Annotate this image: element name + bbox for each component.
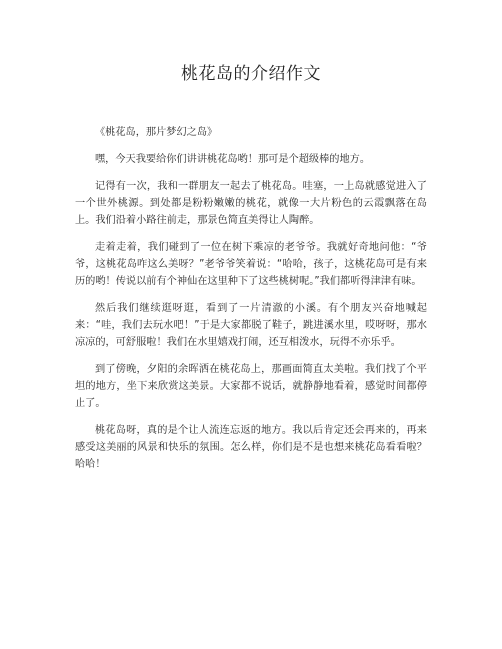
paragraph: 走着走着，我们碰到了一位在树下乘凉的老爷爷。我就好奇地问他：“爷爷，这桃花岛咋这么美呀？”老爷爷笑着说：“哈哈，孩子，这桃花岛可是有来历的哟！传说以前有个神仙在这里种下了这些桃树呢。”我们都听得津津有味。 xyxy=(75,242,427,287)
paragraph: 然后我们继续逛呀逛，看到了一片清澈的小溪。有个朋友兴奋地喊起来：“哇，我们去玩水吧！”于是大家都脱了鞋子，跳进溪水里，哎呀呀，那水凉凉的，可舒服啦！我们在水里嬉戏打闹，还互相泼水，玩得不亦乐乎。 xyxy=(75,303,427,348)
document-title: 桃花岛的介绍作文 xyxy=(181,64,321,84)
paragraph: 嘿，今天我要给你们讲讲桃花岛哟！那可是个超级棒的地方。 xyxy=(95,154,371,165)
paragraph: 记得有一次，我和一群朋友一起去了桃花岛。哇塞，一上岛就感觉进入了一个世外桃源。到处都是粉粉嫩嫩的桃花，就像一大片粉色的云霞飘落在岛上。我们沿着小路往前走，那景色简直美得让人陶醉。 xyxy=(75,181,427,226)
paragraph: 到了傍晚，夕阳的余晖洒在桃花岛上，那画面简直太美啦。我们找了个平坦的地方，坐下来欣赏这美景。大家都不说话，就静静地看着，感觉时间都停止了。 xyxy=(75,364,427,409)
document-body xyxy=(75,124,427,483)
paragraph: 桃花岛呀，真的是个让人流连忘返的地方。我以后肯定还会再来的，再来感受这美丽的风景和快乐的氛围。怎么样，你们是不是也想来桃花岛看看啦？哈哈！ xyxy=(75,425,427,470)
essay-subtitle: 《桃花岛，那片梦幻之岛》 xyxy=(95,127,218,138)
